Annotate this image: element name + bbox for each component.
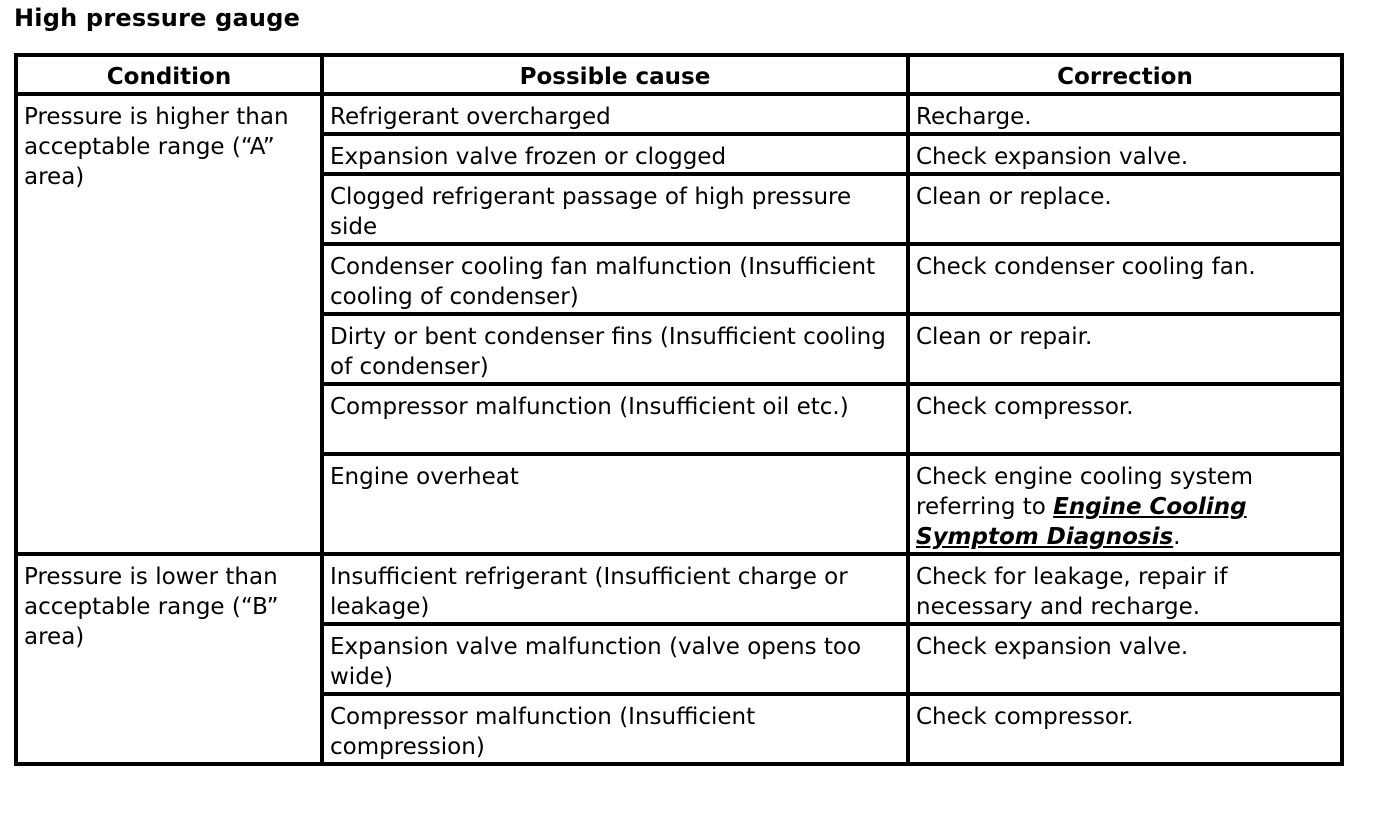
correction-cell: Clean or replace. [908,174,1342,244]
table-row [16,94,1342,134]
header-possible-cause: Possible cause [322,55,908,94]
header-condition: Condition [16,55,322,94]
correction-text-end: . [1173,524,1181,550]
correction-cell: Check expansion valve. [908,624,1342,694]
correction-cell: Clean or repair. [908,314,1342,384]
diagnosis-table [14,53,1344,766]
cause-cell: Dirty or bent condenser fins (Insufficient cooling of condenser) [322,314,908,384]
correction-cell: Check compressor. [908,694,1342,764]
correction-cell [908,454,1342,554]
engine-cooling-diagnosis-link[interactable]: Engine Cooling Symptom Diagnosis [916,494,1247,550]
correction-cell: Check for leakage, repair if necessary and recharge. [908,554,1342,624]
condition-cell-high: Pressure is higher than acceptable range (“A” area) [16,94,322,554]
page-title: High pressure gauge [14,4,301,32]
cause-cell: Condenser cooling fan malfunction (Insufficient cooling of condenser) [322,244,908,314]
table-header-row [16,55,1342,94]
cause-cell: Compressor malfunction (Insufficient oil etc.) [322,384,908,454]
cause-cell: Expansion valve frozen or clogged [322,134,908,174]
cause-cell: Insufficient refrigerant (Insufficient charge or leakage) [322,554,908,624]
correction-cell: Check compressor. [908,384,1342,454]
correction-cell: Check expansion valve. [908,134,1342,174]
cause-cell: Engine overheat [322,454,908,554]
table-row [16,554,1342,624]
correction-cell: Recharge. [908,94,1342,134]
cause-cell: Compressor malfunction (Insufficient compression) [322,694,908,764]
cause-cell: Clogged refrigerant passage of high pressure side [322,174,908,244]
condition-cell-low: Pressure is lower than acceptable range (“B” area) [16,554,322,764]
header-correction: Correction [908,55,1342,94]
cause-cell: Refrigerant overcharged [322,94,908,134]
cause-cell: Expansion valve malfunction (valve opens too wide) [322,624,908,694]
correction-cell: Check condenser cooling fan. [908,244,1342,314]
correction-text: Check engine cooling system referring to [916,464,1254,520]
